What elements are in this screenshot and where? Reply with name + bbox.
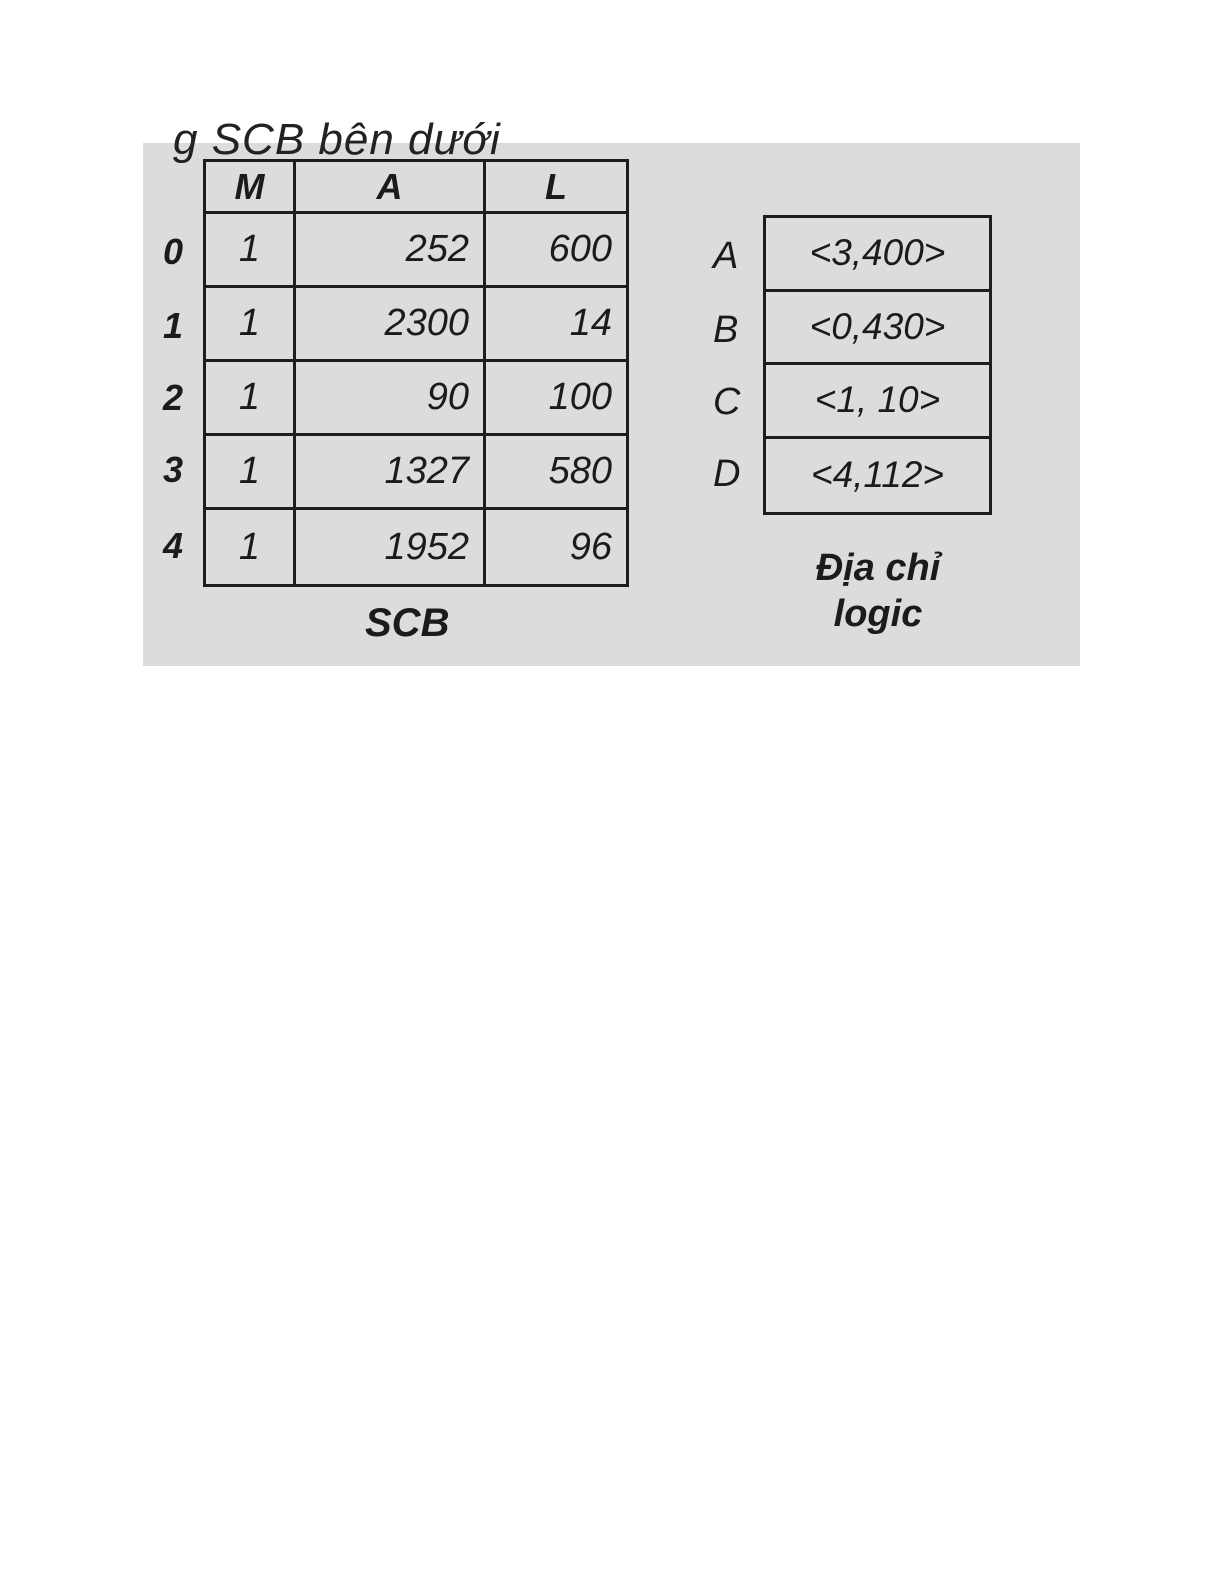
logic-caption (783, 545, 973, 637)
logic-value: <3,400> (766, 218, 989, 292)
cell-a: 2300 (296, 288, 486, 362)
row-index: 4 (163, 525, 184, 566)
scb-caption: SCB (365, 601, 450, 645)
logic-value: <4,112> (810, 454, 945, 496)
cell-m: 1 (206, 214, 296, 288)
row-index: 0 (163, 231, 184, 272)
cell-m: 1 (206, 288, 296, 362)
header-l: L (486, 162, 626, 214)
logic-label: C (713, 381, 741, 423)
cell-m: 1 (206, 436, 296, 510)
row-index: 1 (163, 305, 184, 346)
logic-caption-line2: logic (833, 593, 923, 635)
logic-label: D (713, 453, 741, 495)
scb-table (203, 159, 629, 587)
row-index: 2 (163, 377, 184, 418)
header-a: A (296, 162, 486, 214)
logic-value: <0,430> (766, 292, 989, 366)
cell-l: 96 (569, 525, 612, 568)
cell-m: 1 (206, 362, 296, 436)
cell-l: 100 (486, 362, 626, 436)
cell-a: 252 (296, 214, 486, 288)
cell-a: 1952 (296, 510, 486, 584)
cell-l: 580 (486, 436, 626, 510)
cell-l: 14 (486, 288, 626, 362)
logic-label: A (713, 235, 739, 277)
logic-caption-line1: Địa chỉ (815, 547, 941, 589)
cell-a: 90 (296, 362, 486, 436)
cut-off-text: g SCB bên dưới (173, 115, 501, 164)
cell-l: 600 (486, 214, 626, 288)
cell-m: 1 (206, 510, 296, 584)
header-m: M (206, 162, 296, 214)
logic-address-table (763, 215, 992, 515)
table-photo (143, 115, 1080, 666)
logic-value: <1, 10> (766, 365, 989, 439)
row-index: 3 (163, 449, 184, 490)
logic-label: B (713, 309, 739, 351)
cell-a: 1327 (296, 436, 486, 510)
